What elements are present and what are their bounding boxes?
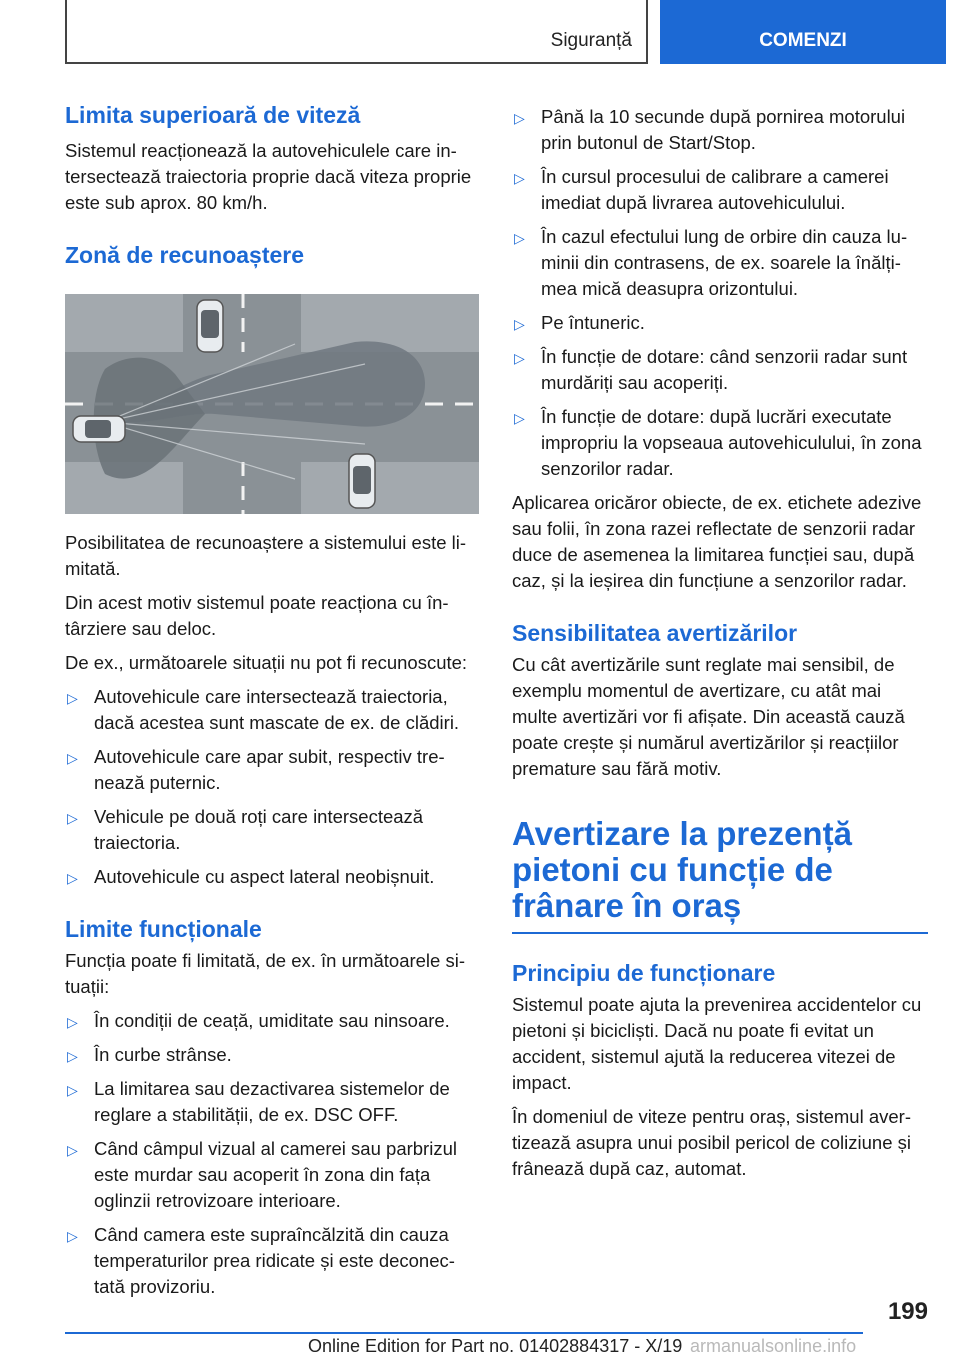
triangle-bullet-icon: ▷ <box>67 750 78 766</box>
triangle-bullet-icon: ▷ <box>67 870 78 886</box>
paragraph-speed-limit: Sistemul reacționează la autovehiculele care intersectează traiectoria proprie dacă viteza proprie este sub aprox. 80 km/h. <box>65 140 472 213</box>
triangle-bullet-icon: ▷ <box>67 1082 78 1098</box>
triangle-bullet-icon: ▷ <box>514 316 525 332</box>
list-item: ▷ În funcție de dotare: după lucrări executate impropriu la vopseaua autovehiculului, în zona senzorilor radar. <box>514 406 922 479</box>
paragraph-zone-1: Posibilitatea de recunoaștere a sistemului este limitată. <box>65 532 467 579</box>
triangle-bullet-icon: ▷ <box>514 230 525 246</box>
paragraph-stickers: Aplicarea oricăror obiecte, de ex. etichete adezive sau folii, în zona razei reflectate de senzorii radar duce de asemenea la limitarea funcției sau, după caz, și la ieșirea din funcțiune a senzorilor radar. <box>512 492 922 591</box>
triangle-bullet-icon: ▷ <box>514 410 525 426</box>
triangle-bullet-icon: ▷ <box>67 810 78 826</box>
heading-speed-limit: Limita superioară de viteză <box>65 102 361 128</box>
paragraph-zone-3: De ex., următoarele situații nu pot fi recunoscute: <box>65 652 468 673</box>
list-item: ▷ În cazul efectului lung de orbire din cauza luminii din contrasens, de ex. soarele la înălțimea mică deasupra orizontului. <box>514 226 908 299</box>
list-item: ▷ În cursul procesului de calibrare a camerei imediat după livrarea autovehiculului. <box>514 166 889 213</box>
right-column <box>512 104 928 1182</box>
list-item: ▷ În funcție de dotare: când senzorii radar sunt murdăriți sau acoperiți. <box>514 346 908 393</box>
zone-list <box>65 684 479 890</box>
list-item: ▷ Când camera este supraîncălzită din cauza temperaturilor prea ridicate și este deconectată provizoriu. <box>67 1224 455 1297</box>
list-item: ▷ Când câmpul vizual al camerei sau parbrizul este murdar sau acoperit în zona din fața oglinzii retrovizoare interioare. <box>67 1138 457 1211</box>
heading-operating-principle: Principiu de funcționare <box>512 960 776 986</box>
detection-zone-illustration <box>65 294 479 514</box>
heading-warning-sensitivity: Sensibilitatea avertizărilor <box>512 620 798 646</box>
paragraph-functional-limits: Funcția poate fi limitată, de ex. în următoarele situații: <box>65 950 466 997</box>
triangle-bullet-icon: ▷ <box>67 1048 78 1064</box>
footer-edition: Online Edition for Part no. 01402884317 - X/19 <box>308 1336 683 1356</box>
list-item: ▷ Până la 10 secunde după pornirea motorului prin butonul de Start/Stop. <box>514 106 906 153</box>
heading-pedestrian-warning: Avertizare la prezență pietoni cu funcție de frânare în oraș <box>512 815 852 924</box>
list-item: ▷ Pe întuneric. <box>512 310 928 336</box>
limits-list <box>65 1008 479 1300</box>
detection-zone-figure <box>65 294 479 514</box>
header-frame <box>65 0 648 64</box>
list-item: ▷ În condiții de ceață, umiditate sau ninsoare. <box>65 1008 479 1034</box>
paragraph-zone-2: Din acest motiv sistemul poate reacționa cu întârziere sau deloc. <box>65 592 449 639</box>
triangle-bullet-icon: ▷ <box>514 350 525 366</box>
list-item: ▷ Autovehicule cu aspect lateral neobișnuit. <box>65 864 479 890</box>
list-item: ▷ La limitarea sau dezactivarea sistemelor de reglare a stabilității, de ex. DSC OFF. <box>67 1078 450 1125</box>
footer-rule <box>65 1332 863 1334</box>
list-item: ▷ Vehicule pe două roți care intersectează traiectoria. <box>67 806 424 853</box>
heading-detection-zone: Zonă de recunoaștere <box>65 242 305 268</box>
header-tab-label: COMENZI <box>759 30 847 51</box>
header-section-title: Siguranță <box>550 30 632 51</box>
list-item: ▷ Autovehicule care apar subit, respectiv trenează puternic. <box>67 746 445 793</box>
footer-watermark: armanualsonline.info <box>690 1336 857 1356</box>
left-column <box>65 100 479 1300</box>
header-tab-comenzi[interactable] <box>660 0 946 64</box>
triangle-bullet-icon: ▷ <box>67 1014 78 1030</box>
triangle-bullet-icon: ▷ <box>514 110 525 126</box>
paragraph-principle-2: În domeniul de viteze pentru oraș, sistemul avertizează asupra unui posibil pericol de coliziune și frânează după caz, automat. <box>512 1106 912 1179</box>
heading-functional-limits: Limite funcționale <box>65 916 262 942</box>
paragraph-principle-1: Sistemul poate ajuta la prevenirea accidentelor cu pietoni și bicicliști. Dacă nu poate fi evitat un accident, sistemul ajută la reducerea vitezei de impact. <box>512 994 922 1093</box>
paragraph-sensitivity: Cu cât avertizările sunt reglate mai sensibil, de exemplu momentul de avertizare, cu atât mai multe avertizări vor fi afișate. Din această cauză poate crește și numărul avertizărilor și reacțiilor premature sau fără motiv. <box>512 654 905 779</box>
triangle-bullet-icon: ▷ <box>67 1142 78 1158</box>
conditions-list <box>512 104 928 482</box>
list-item: ▷ În curbe strânse. <box>65 1042 479 1068</box>
triangle-bullet-icon: ▷ <box>67 1228 78 1244</box>
page-number: 199 <box>887 1298 928 1325</box>
triangle-bullet-icon: ▷ <box>67 690 78 706</box>
triangle-bullet-icon: ▷ <box>514 170 525 186</box>
list-item: ▷ Autovehicule care intersectează traiectoria, dacă acestea sunt mascate de ex. de clădiri. <box>67 686 460 733</box>
